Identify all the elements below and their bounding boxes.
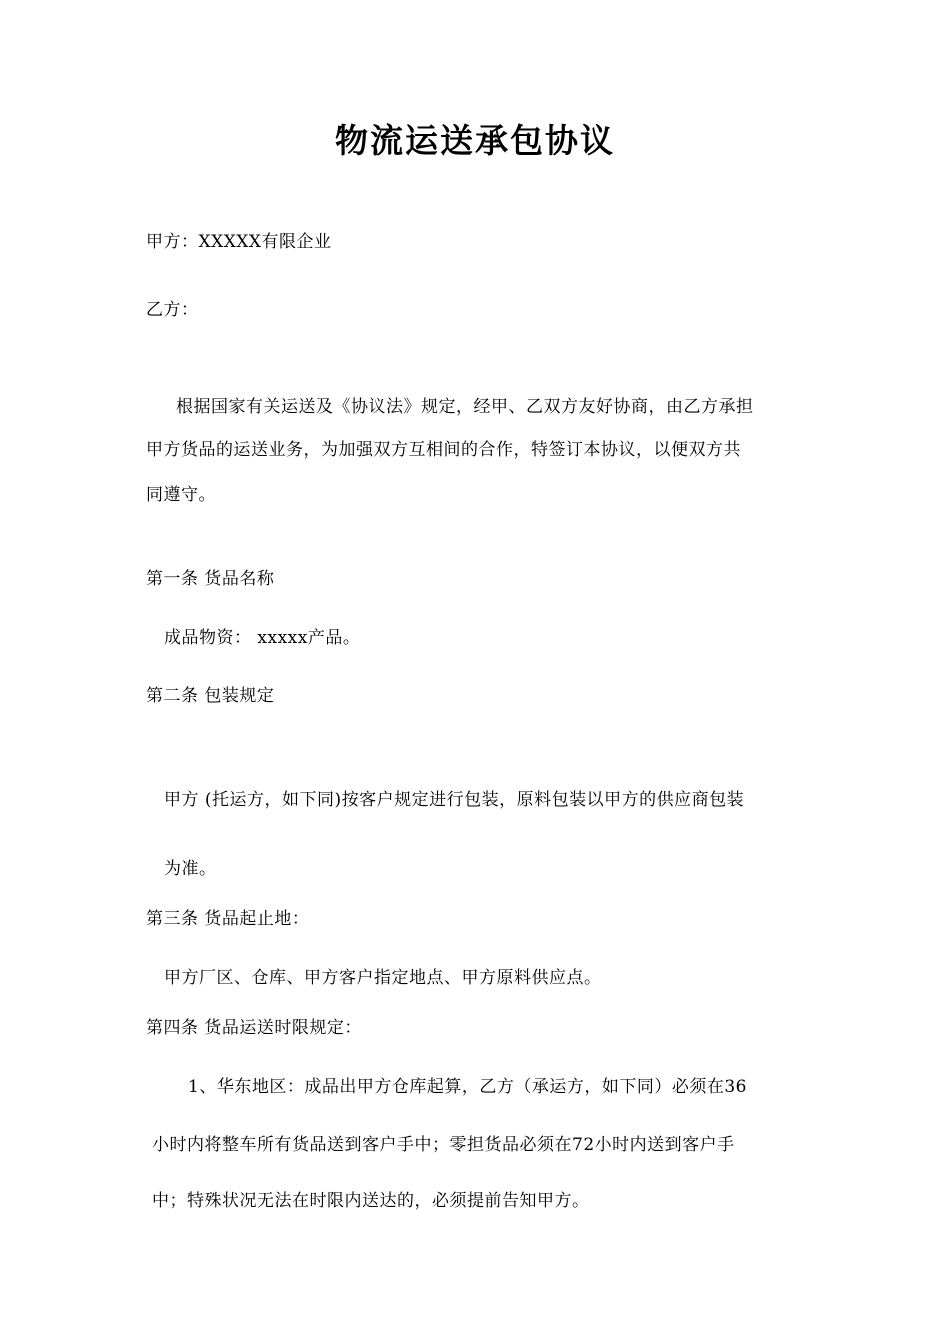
article-4-body-line-1: 1、华东地区：成品出甲方仓库起算，乙方（承运方，如下同）必须在36: [188, 1077, 747, 1097]
article-4-body-line-2: 小时内将整车所有货品送到客户手中；零担货品必须在72小时内送到客户手: [152, 1135, 735, 1155]
article-2-body-line-1: 甲方 (托运方，如下同)按客户规定进行包装，原料包装以甲方的供应商包装: [164, 790, 745, 810]
article-4-body-line-3: 中；特殊状况无法在时限内送达的，必须提前告知甲方。: [152, 1191, 590, 1211]
article-1-heading: 第一条 货品名称: [146, 569, 275, 589]
article-1-body: 成品物资： xxxxx产品。: [164, 628, 361, 648]
intro-line-1: 根据国家有关运送及《协议法》规定，经甲、乙双方友好协商，由乙方承担: [176, 397, 754, 417]
party-a-line: 甲方：XXXXX有限企业: [146, 232, 332, 252]
article-2-body-line-2: 为准。: [164, 859, 217, 879]
article-3-heading: 第三条 货品起止地：: [146, 909, 310, 929]
party-b-line: 乙方：: [146, 300, 199, 320]
article-3-body: 甲方厂区、仓库、甲方客户指定地点、甲方原料供应点。: [164, 968, 602, 988]
intro-line-2: 甲方货品的运送业务，为加强双方互相间的合作，特签订本协议，以便双方共: [146, 440, 741, 460]
intro-line-3: 同遵守。: [146, 485, 216, 505]
article-2-heading: 第二条 包装规定: [146, 686, 275, 706]
article-4-heading: 第四条 货品运送时限规定：: [146, 1018, 362, 1038]
document-title: 物流运送承包协议: [335, 121, 615, 160]
